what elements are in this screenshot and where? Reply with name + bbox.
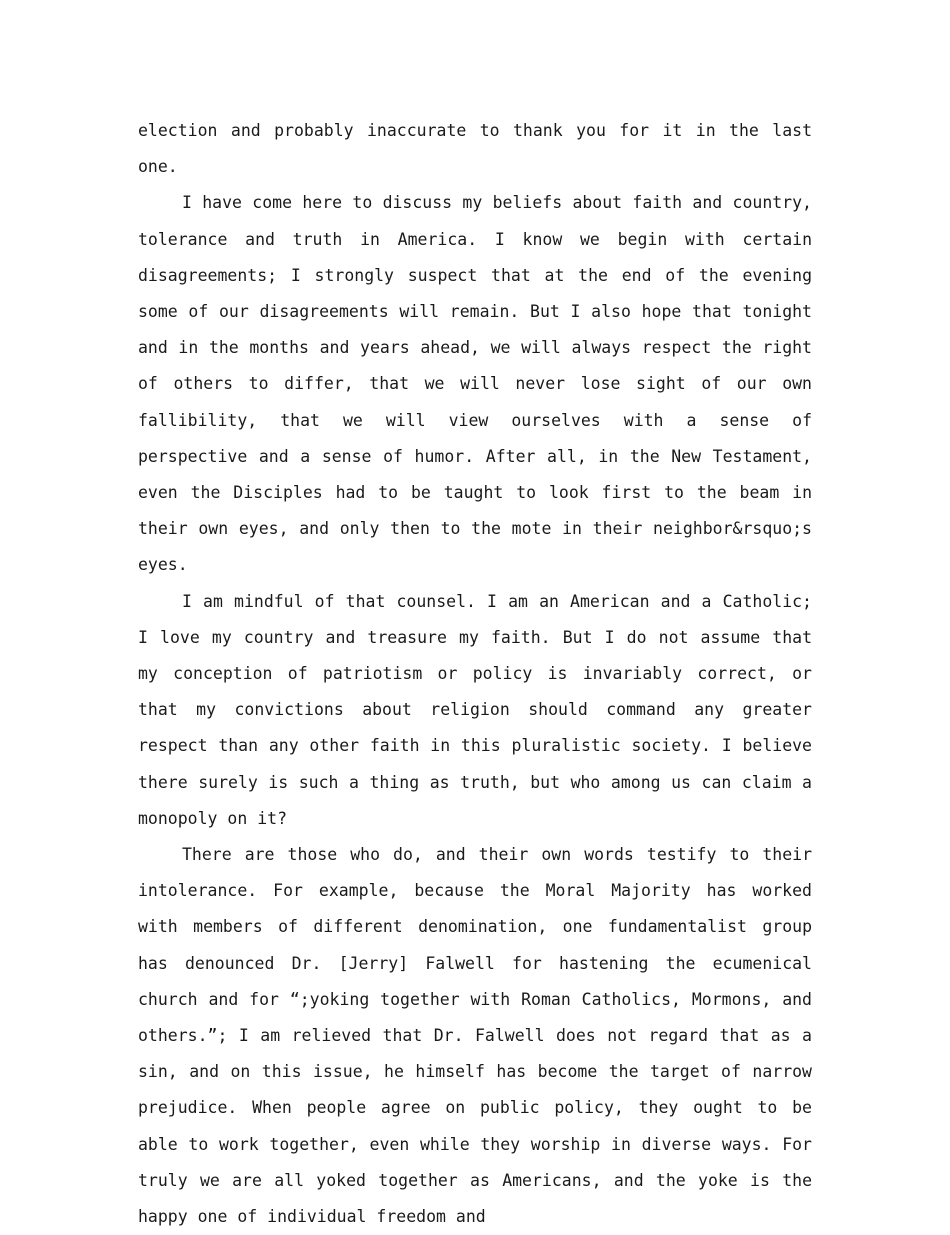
paragraph: There are those who do, and their own words testify to their intolerance. For example, because the Moral Majority has worked with members of different denomination, one fundamentalist group has denounced Dr. [Jerry] Falwell for hastening the ecumenical church and for “;yoking together with Roman Catholics, Mormons, and others.”; I am relieved that Dr. Falwell does not regard that as a sin, and on this issue, he himself has become the target of narrow prejudice. When people agree on public policy, they ought to be able to work together, even while they worship in diverse ways. For truly we are all yoked together as Americans, and the yoke is the happy one of individual freedom and <box>138 845 812 1227</box>
paragraph-continuation: election and probably inaccurate to thank you for it in the last one. <box>138 121 812 177</box>
paragraph: I am mindful of that counsel. I am an American and a Catholic; I love my country and treasure my faith. But I do not assume that my conception of patriotism or policy is invariably correct, or that my convictions about religion should command any greater respect than any other faith in this pluralistic society. I believe there surely is such a thing as truth, but who among us can claim a monopoly on it? <box>138 591 812 828</box>
body-text <box>138 113 812 1235</box>
paragraph: I have come here to discuss my beliefs about faith and country, tolerance and truth in America. I know we begin with certain disagreements; I strongly suspect that at the end of the evening some of our disagreements will remain. But I also hope that tonight and in the months and years ahead, we will always respect the right of others to differ, that we will never lose sight of our own fallibility, that we will view ourselves with a sense of perspective and a sense of humor. After all, in the New Testament, even the Disciples had to be taught to look first to the beam in their own eyes, and only then to the mote in their neighbor&rsquo;s eyes. <box>138 193 812 575</box>
